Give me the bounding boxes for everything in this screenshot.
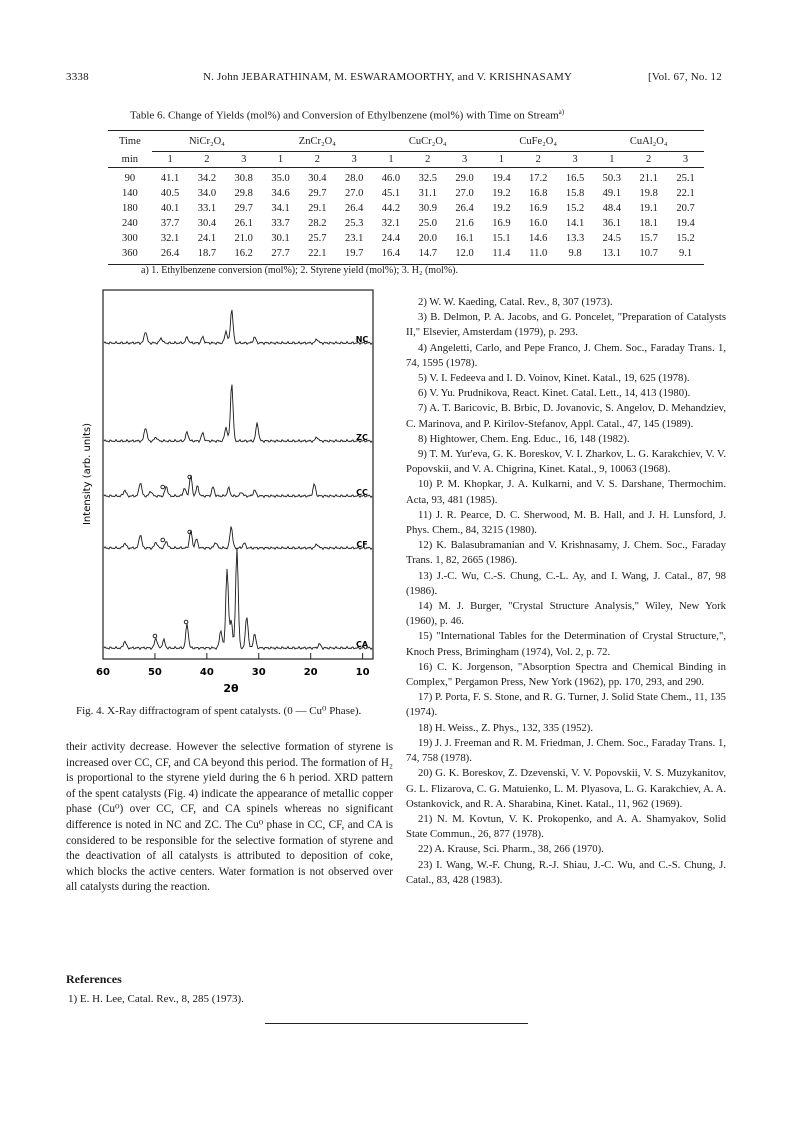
value-cell: 49.1 [602, 188, 622, 199]
value-cell: 14.7 [409, 246, 446, 265]
x-tick-label: 10 [355, 667, 370, 678]
running-header-authors: N. John JEBARATHINAM, M. ESWARAMOORTHY, and V. KRISHNASAMY [203, 71, 573, 83]
value-cell: 44.2 [381, 203, 401, 214]
reference-item: 6) V. Yu. Prudnikova, React. Kinet. Catal. Lett., 14, 413 (1980). [418, 387, 691, 400]
time-cell: 90 [124, 173, 136, 184]
reference-item: 1) E. H. Lee, Catal. Rev., 8, 285 (1973). [68, 993, 244, 1005]
value-cell: 15.1 [492, 233, 511, 244]
tick-marks [103, 653, 363, 659]
trace-label: NC [355, 335, 369, 344]
reference-item: 9) T. M. Yur'eva, G. K. Boreskov, V. I. Zharkov, L. G. Karakchiev, V. V. Popovskii, and V. A. Chigrina, Kinet. Katal., 9, 10063 (1968). [406, 448, 726, 476]
group-header: ZnCr₂O₄ [262, 131, 372, 152]
table-row [108, 231, 704, 246]
value-cell: 40.1 [160, 203, 180, 214]
subcolumn-header: 1 [262, 152, 299, 168]
value-cell: 20.0 [418, 233, 437, 244]
value-cell: 18.7 [188, 246, 225, 265]
value-cell: 19.4 [676, 218, 695, 229]
reference-item: 11) J. R. Pearce, D. C. Sherwood, M. B. Hall, and J. H. Lunsford, J. Phys. Chem., 84, 3215 (1980). [406, 508, 726, 537]
diffraction-trace [104, 310, 372, 344]
subcolumn-header: 1 [483, 152, 520, 168]
value-cell: 37.7 [160, 218, 180, 229]
reference-item: 10) P. M. Khopkar, J. A. Kulkarni, and V. S. Darshane, Thermochim. Acta, 93, 481 (1985). [406, 478, 726, 506]
value-cell: 32.1 [160, 233, 180, 244]
table-row [108, 246, 704, 265]
references-heading: References [66, 972, 122, 986]
subcolumn-header: 2 [188, 152, 225, 168]
value-cell: 27.0 [455, 188, 474, 199]
value-cell: 15.7 [639, 233, 658, 244]
value-cell: 18.1 [639, 218, 658, 229]
subcolumn-header: 3 [225, 152, 262, 168]
value-cell: 19.1 [639, 203, 658, 214]
value-cell: 25.7 [308, 233, 327, 244]
x-tick-label: 60 [96, 667, 110, 678]
reference-item: 16) C. K. Jorgenson, "Absorption Spectra and Chemical Binding in Complex," Pergamon Press, New York (1962), pp. 170, 293, and 290. [406, 660, 726, 689]
time-cell: 300 [121, 233, 138, 244]
value-cell: 30.8 [234, 173, 253, 184]
unit-header: min [108, 152, 152, 168]
value-cell: 24.1 [197, 233, 217, 244]
page-number: 3338 [66, 71, 89, 83]
value-cell: 24.5 [602, 233, 622, 244]
value-cell: 33.1 [197, 203, 217, 214]
value-cell: 28.0 [344, 173, 364, 184]
diffraction-trace [104, 548, 372, 649]
yield-table [108, 130, 704, 265]
value-cell: 24.4 [381, 233, 401, 244]
reference-item: 12) K. Balasubramanian and V. Krishnasamy, J. Chem. Soc., Faraday Trans. 1, 82, 2665 (1986). [406, 539, 726, 567]
reference-item: 14) M. J. Burger, "Crystal Structure Analysis," Wiley, New York (1960), p. 46. [406, 600, 726, 628]
diffraction-traces [104, 310, 372, 649]
value-cell: 30.9 [418, 203, 437, 214]
group-header: CuFe₂O₄ [483, 131, 593, 152]
reference-item: 19) J. J. Freeman and R. M. Friedman, J. Chem. Soc., Faraday Trans. 1, 74, 758 (1978). [406, 736, 726, 765]
value-cell: 14.6 [529, 233, 548, 244]
value-cell: 19.7 [336, 246, 373, 265]
cu-phase-marker [184, 620, 188, 624]
value-cell: 22.1 [299, 246, 336, 265]
x-tick-label: 40 [199, 667, 214, 678]
value-cell: 23.1 [344, 233, 364, 244]
value-cell: 13.3 [565, 233, 585, 244]
value-cell: 28.2 [308, 218, 327, 229]
value-cell: 14.1 [565, 218, 585, 229]
subcolumn-header: 3 [557, 152, 594, 168]
trace-label: CF [356, 540, 368, 549]
value-cell: 19.2 [492, 188, 511, 199]
value-cell: 13.1 [593, 246, 630, 265]
value-cell: 16.8 [529, 188, 548, 199]
value-cell: 16.0 [529, 218, 548, 229]
value-cell: 16.1 [455, 233, 474, 244]
value-cell: 19.8 [639, 188, 658, 199]
value-cell: 26.4 [344, 203, 364, 214]
cu-phase-marker [153, 634, 157, 638]
value-cell: 12.0 [446, 246, 483, 265]
y-axis-label: Intensity (arb. units) [82, 422, 93, 526]
time-cell: 360 [108, 246, 152, 265]
table-row [108, 216, 704, 231]
figure-caption: Fig. 4. X-Ray diffractogram of spent catalysts. (0 — Cu⁰ Phase). [76, 705, 362, 717]
value-cell: 29.7 [234, 203, 253, 214]
value-cell: 29.1 [308, 203, 327, 214]
table-caption: Table 6. Change of Yields (mol%) and Conversion of Ethylbenzene (mol%) with Time on Stream$^{a)}$ [130, 108, 565, 122]
value-cell: 16.9 [492, 218, 511, 229]
table-row [108, 186, 704, 201]
value-cell: 34.0 [197, 188, 217, 199]
diffraction-trace [104, 385, 372, 443]
x-axis-label: 2θ [223, 682, 239, 695]
subcolumn-header: 3 [667, 152, 704, 168]
reference-item: 21) N. M. Kovtun, V. K. Prokopenko, and A. A. Shamyakov, Solid State Commun., 26, 877 (1978). [406, 812, 726, 841]
value-cell: 19.2 [492, 203, 511, 214]
value-cell: 10.7 [630, 246, 667, 265]
value-cell: 21.1 [639, 173, 658, 184]
value-cell: 30.1 [271, 233, 290, 244]
value-cell: 34.1 [271, 203, 290, 214]
value-cell: 17.2 [529, 173, 548, 184]
value-cell: 9.8 [557, 246, 594, 265]
cu-phase-marker [161, 485, 165, 489]
time-cell: 180 [121, 203, 138, 214]
diffraction-trace [104, 527, 372, 550]
value-cell: 16.5 [565, 173, 585, 184]
value-cell: 29.7 [308, 188, 327, 199]
value-cell: 34.6 [271, 188, 290, 199]
xrd-figure [76, 286, 394, 698]
reference-item: 13) J.-C. Wu, C.-S. Chung, C.-L. Ay, and I. Wang, J. Catal., 87, 98 (1986). [406, 569, 726, 597]
value-cell: 41.1 [160, 173, 180, 184]
value-cell: 34.2 [197, 173, 217, 184]
subcolumn-header: 2 [630, 152, 667, 168]
volume-info: [Vol. 67, No. 12 [648, 71, 722, 83]
group-header: CuAl₂O₄ [593, 131, 704, 152]
value-cell: 29.0 [455, 173, 474, 184]
body-paragraph: their activity decrease. However the selective formation of styrene is increased over CC, CF, and CA beyond this period. The formation of H₂ is proportional to the styrene yield during the 6 h period. XRD pattern of the spent catalysts (Fig. 4) indicate the appearance of metallic copper phase (Cu⁰) over CC, CF, and CA spinels whereas no significant difference is noted in NC and ZC. The Cu⁰ phase in CC, CF, and CA is considered to be responsible for the selective formation of styrene and the deactivation of all catalysts is attributed to deposition of coke, which blocks the active centers. Water formation is not observed over all catalysts during the reaction. [66, 741, 393, 894]
value-cell: 25.3 [344, 218, 364, 229]
reference-item: 15) "International Tables for the Determination of Crystal Structure,", Knoch Press, Brimingham (1974), Vol. 2, p. 72. [406, 630, 726, 658]
subcolumn-header: 2 [520, 152, 557, 168]
trace-label: CA [355, 640, 369, 649]
end-rule [265, 1023, 528, 1024]
time-cell: 140 [121, 188, 138, 199]
subcolumn-header: 3 [446, 152, 483, 168]
value-cell: 20.7 [676, 203, 695, 214]
subcolumn-header: 3 [336, 152, 373, 168]
value-cell: 9.1 [667, 246, 704, 265]
value-cell: 40.5 [160, 188, 180, 199]
value-cell: 11.0 [520, 246, 557, 265]
value-cell: 26.4 [455, 203, 474, 214]
value-cell: 15.8 [565, 188, 585, 199]
diffraction-trace [104, 476, 372, 497]
value-cell: 36.1 [602, 218, 622, 229]
cu-phase-marker [161, 538, 165, 542]
subcolumn-header: 2 [409, 152, 446, 168]
value-cell: 26.4 [152, 246, 189, 265]
trace-label: ZC [356, 433, 368, 442]
value-cell: 33.7 [271, 218, 290, 229]
reference-item: 8) Hightower, Chem. Eng. Educ., 16, 148 (1982). [418, 432, 630, 445]
value-cell: 16.2 [225, 246, 262, 265]
reference-item: 5) V. I. Fedeeva and I. D. Voinov, Kinet. Katal., 19, 625 (1978). [418, 372, 690, 385]
value-cell: 27.7 [262, 246, 299, 265]
value-cell: 21.0 [234, 233, 253, 244]
xrd-diffractogram [76, 286, 394, 698]
group-header: CuCr₂O₄ [373, 131, 483, 152]
x-tick-label: 30 [251, 667, 266, 678]
reference-item: 4) Angeletti, Carlo, and Pepe Franco, J. Chem. Soc., Faraday Trans. 1, 74, 1595 (1978). [406, 341, 726, 369]
value-cell: 30.4 [197, 218, 217, 229]
value-cell: 30.4 [308, 173, 327, 184]
value-cell: 11.4 [483, 246, 520, 265]
reference-item: 18) H. Weiss., Z. Phys., 132, 335 (1952). [418, 721, 593, 734]
value-cell: 16.9 [529, 203, 548, 214]
table-footnote: a) 1. Ethylbenzene conversion (mol%); 2. Styrene yield (mol%); 3. H₂ (mol%). [141, 265, 459, 276]
reference-item: 3) B. Delmon, P. A. Jacobs, and G. Poncelet, "Preparation of Catalysts II," Elsevier, Amsterdam (1979), p. 293. [406, 311, 726, 339]
time-header: Time [108, 131, 152, 152]
subcolumn-header: 2 [299, 152, 336, 168]
reference-item: 2) W. W. Kaeding, Catal. Rev., 8, 307 (1973). [418, 296, 613, 308]
table-row [108, 201, 704, 216]
reference-item: 23) I. Wang, W.-F. Chung, R.-J. Shiau, J.-C. Wu, and C.-S. Chung, J. Catal., 83, 428 (1983). [406, 858, 726, 886]
table-row [108, 168, 704, 187]
x-tick-label: 50 [147, 667, 162, 678]
trace-label: CC [356, 488, 368, 497]
subcolumn-header: 1 [373, 152, 410, 168]
subcolumn-header: 1 [593, 152, 630, 168]
value-cell: 32.5 [418, 173, 437, 184]
value-cell: 31.1 [418, 188, 437, 199]
value-cell: 15.2 [565, 203, 585, 214]
value-cell: 26.1 [234, 218, 253, 229]
group-header: NiCr₂O₄ [152, 131, 262, 152]
value-cell: 35.0 [271, 173, 290, 184]
plot-frame [103, 290, 373, 659]
reference-item: 22) A. Krause, Sci. Pharm., 38, 266 (1970). [418, 843, 604, 856]
x-tick-label: 20 [303, 667, 318, 678]
value-cell: 16.4 [373, 246, 410, 265]
value-cell: 46.0 [381, 173, 401, 184]
value-cell: 48.4 [602, 203, 622, 214]
value-cell: 25.1 [676, 173, 695, 184]
value-cell: 15.2 [676, 233, 695, 244]
value-cell: 32.1 [381, 218, 401, 229]
reference-item: 7) A. T. Baricovic, B. Brbic, D. Jovanovic, S. Angelov, D. Mehandziev, C. Marinova, and P. Kirilov-Stefanov, Appl. Catal., 47, 145 (1989). [406, 402, 726, 430]
value-cell: 22.1 [676, 188, 695, 199]
value-cell: 45.1 [381, 188, 401, 199]
subcolumn-header: 1 [152, 152, 189, 168]
value-cell: 25.0 [418, 218, 437, 229]
value-cell: 29.8 [234, 188, 253, 199]
value-cell: 19.4 [492, 173, 511, 184]
reference-item: 17) P. Porta, F. S. Stone, and R. G. Turner, J. Solid State Chem., 11, 135 (1974). [406, 691, 726, 719]
time-cell: 240 [121, 218, 138, 229]
reference-item: 20) G. K. Boreskov, Z. Dzevenski, V. V. Popovskii, V. S. Muzykanitov, G. L. Flizarova, C. G. Matuienko, L. M. Plyasova, L. G. Karakchiev, A. A. Ostankovick, and R. A. Sharabina, Kinet. Katal., 11, 962 (1969). [406, 767, 726, 810]
value-cell: 50.3 [602, 173, 622, 184]
reference-list [406, 295, 726, 888]
value-cell: 21.6 [455, 218, 474, 229]
value-cell: 27.0 [344, 188, 364, 199]
